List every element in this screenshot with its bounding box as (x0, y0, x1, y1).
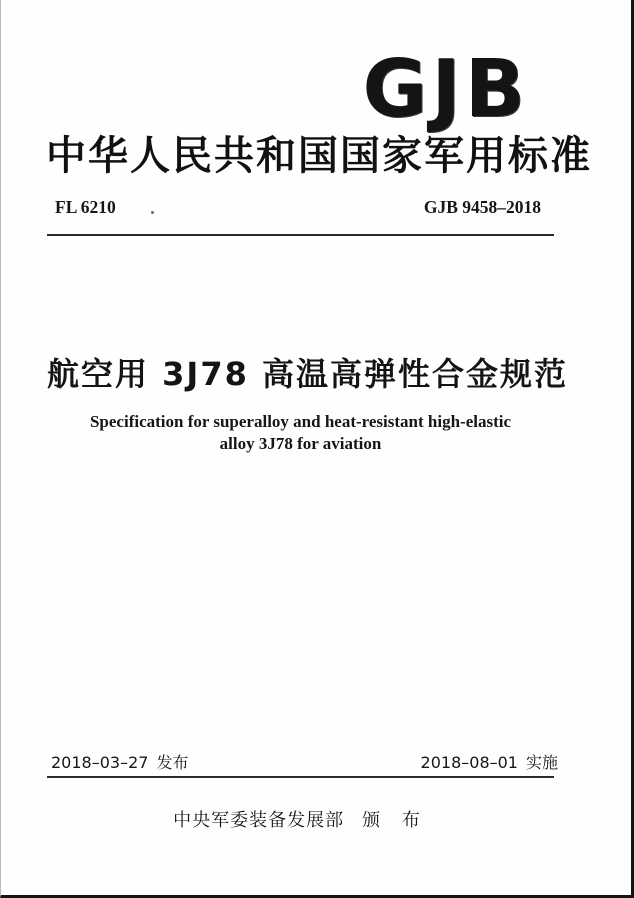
release-date: 2018–03–27 (51, 753, 149, 772)
dates-row (51, 750, 558, 773)
release-date-group (51, 750, 188, 773)
standard-number: GJB 9458–2018 (423, 197, 541, 217)
publisher-row (47, 806, 554, 832)
release-label: 发布 (156, 753, 189, 772)
publisher-name: 中央军委装备发展部 (173, 810, 345, 831)
standard-title-en-line2: alloy 3J78 for aviation (219, 434, 382, 453)
publisher-label: 颁 布 (362, 810, 428, 831)
classification-code: FL 6210 (55, 197, 116, 217)
implement-date-group (421, 750, 558, 773)
scan-artifact-dot (151, 211, 154, 214)
implement-date: 2018–08–01 (420, 753, 518, 772)
implement-label: 实施 (525, 753, 558, 772)
standard-type-heading: 中华人民共和国国家军用标准 (46, 133, 592, 178)
header-divider-line (47, 234, 554, 236)
footer-divider-line (47, 776, 554, 778)
standard-title-en (47, 411, 554, 455)
gjb-logo: GJB (362, 43, 529, 135)
standard-title-en-line1: Specification for superalloy and heat-resistant high-elastic (89, 412, 512, 431)
document-code-row (55, 197, 541, 218)
standard-title-zh: 航空用 3J78 高温高弹性合金规范 (47, 355, 568, 393)
